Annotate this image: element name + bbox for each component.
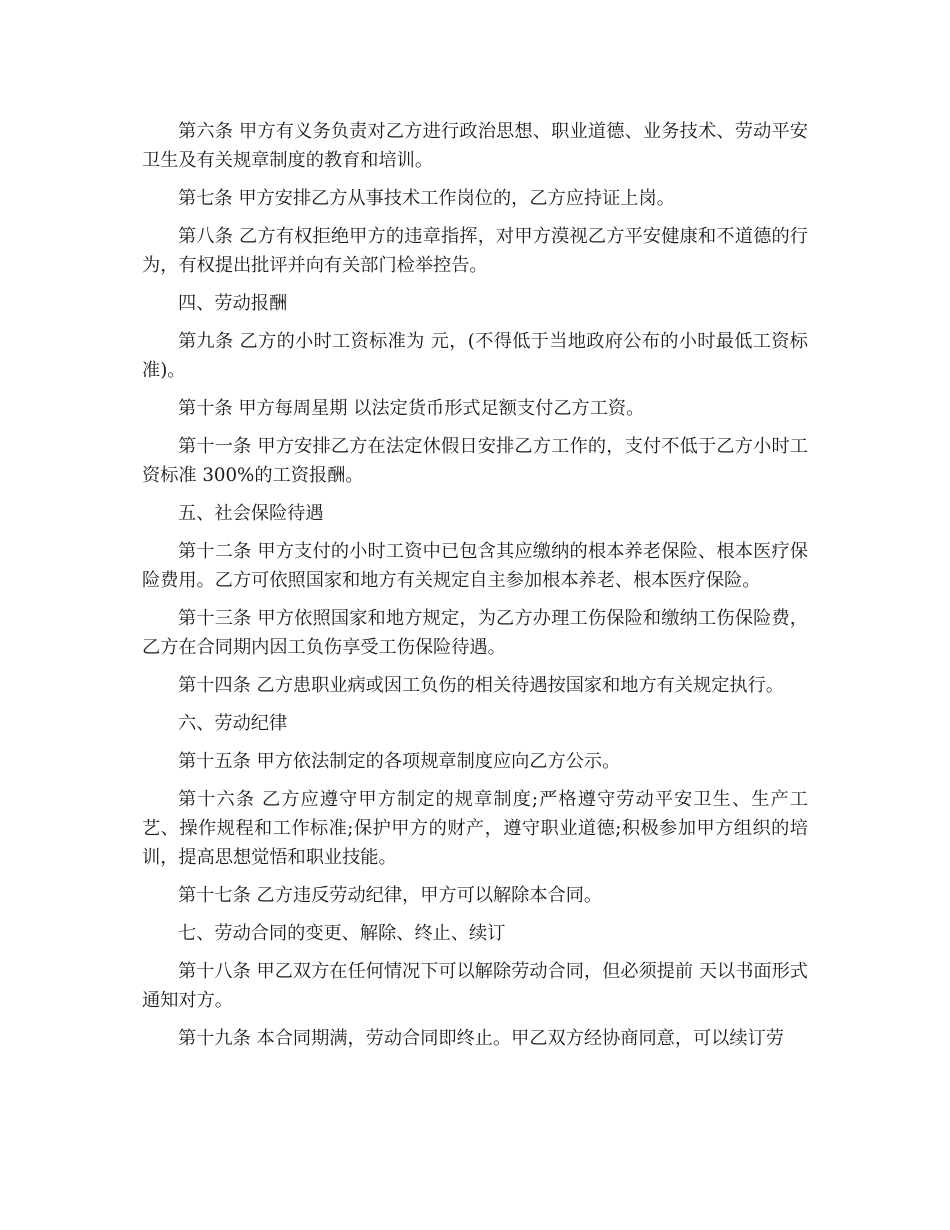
clause-10: 第十条 甲方每周星期 以法定货币形式足额支付乙方工资。: [178, 398, 645, 419]
clause-18: 第十八条 甲乙双方在任何情况下可以解除劳动合同，但必须提前 天以书面形式通知对方。: [142, 961, 808, 1011]
document-body: [142, 117, 808, 1062]
section-heading-social-insurance: 五、社会保险待遇: [178, 503, 324, 524]
clause-16: 第十六条 乙方应遵守甲方制定的规章制度;严格遵守劳动平安卫生、生产工艺、操作规程和工作标准;保护甲方的财产，遵守职业道德;积极参加甲方组织的培训，提高思想觉悟和职业技能。: [142, 789, 808, 868]
clause-9: 第九条 乙方的小时工资标准为 元，(不得低于当地政府公布的小时最低工资标准)。: [142, 331, 808, 381]
clause-17: 第十七条 乙方违反劳动纪律，甲方可以解除本合同。: [178, 885, 603, 906]
clause-6: 第六条 甲方有义务负责对乙方进行政治思想、职业道德、业务技术、劳动平安卫生及有关规章制度的教育和培训。: [142, 121, 808, 171]
clause-14: 第十四条 乙方患职业病或因工负伤的相关待遇按国家和地方有关规定执行。: [178, 675, 784, 696]
clause-15: 第十五条 甲方依法制定的各项规章制度应向乙方公示。: [178, 751, 621, 772]
clause-12: 第十二条 甲方支付的小时工资中已包含其应缴纳的根本养老保险、根本医疗保险费用。乙方可依照国家和地方有关规定自主参加根本养老、根本医疗保险。: [142, 541, 808, 591]
section-heading-contract-changes: 七、劳动合同的变更、解除、终止、续订: [178, 923, 506, 944]
clause-7: 第七条 甲方安排乙方从事技术工作岗位的，乙方应持证上岗。: [178, 188, 675, 209]
clause-11: 第十一条 甲方安排乙方在法定休假日安排乙方工作的，支付不低于乙方小时工资标准 300%的工资报酬。: [142, 436, 808, 486]
section-heading-remuneration: 四、劳动报酬: [178, 293, 288, 314]
clause-13: 第十三条 甲方依照国家和地方规定，为乙方办理工伤保险和缴纳工伤保险费，乙方在合同期内因工负伤享受工伤保险待遇。: [142, 608, 808, 658]
clause-8: 第八条 乙方有权拒绝甲方的违章指挥，对甲方漠视乙方平安健康和不道德的行为，有权提出批评并向有关部门检举控告。: [142, 226, 808, 276]
section-heading-labor-discipline: 六、劳动纪律: [178, 713, 288, 734]
clause-19: 第十九条 本合同期满，劳动合同即终止。甲乙双方经协商同意，可以续订劳: [178, 1028, 784, 1049]
